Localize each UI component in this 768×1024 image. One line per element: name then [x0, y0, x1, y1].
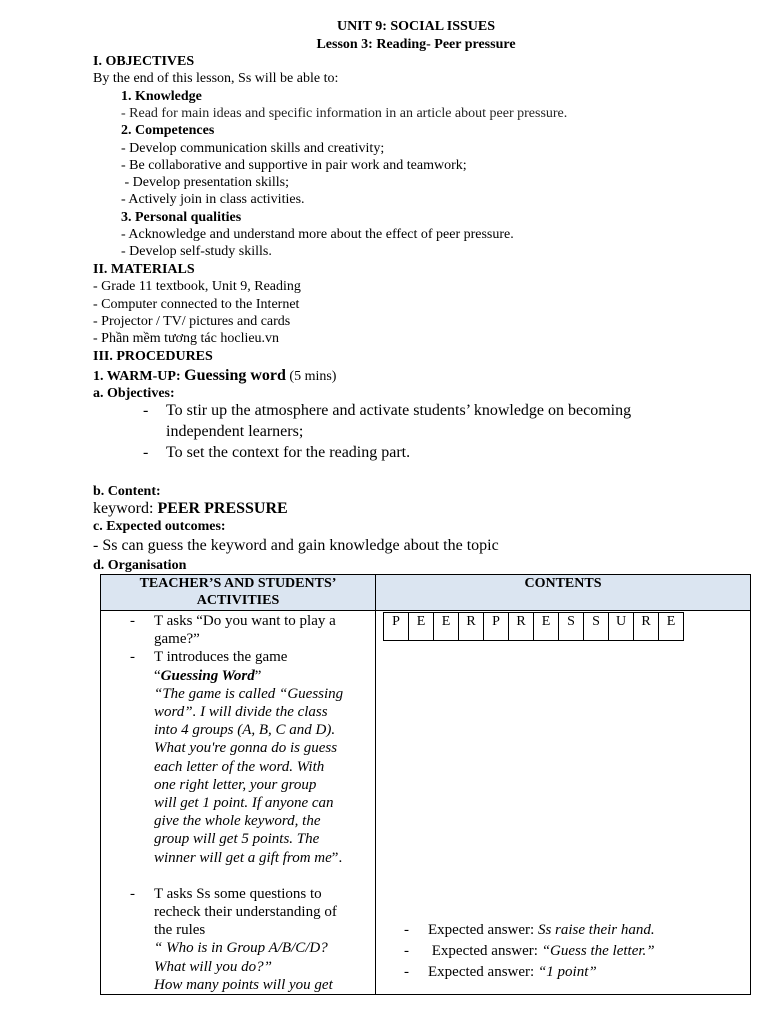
c-outcomes-heading: c. Expected outcomes: [93, 519, 226, 534]
activity-line: T asks Ss some questions to [154, 885, 322, 902]
question-line: “ Who is in Group A/B/C/D? [154, 940, 328, 957]
competences-heading: 2. Competences [121, 123, 215, 138]
objective-line: To stir up the atmosphere and activate students’ knowledge on becoming [166, 402, 632, 419]
question-line: How many points will you get [154, 976, 333, 993]
objective-dash: - [143, 444, 149, 461]
d-organisation-heading: d. Organisation [93, 558, 187, 573]
keyword-label: keyword: [93, 500, 158, 517]
letter-box: P [484, 613, 509, 641]
keyword-line [93, 499, 288, 519]
letter-box: S [559, 613, 584, 641]
letter-box: R [634, 613, 659, 641]
quote-line: group will get 5 points. The [154, 831, 320, 848]
letter-box: E [434, 613, 459, 641]
letter-box: S [584, 613, 609, 641]
letter-box: E [409, 613, 434, 641]
answer-label: Expected answer: [428, 943, 542, 959]
activity-line: T asks “Do you want to play a [154, 613, 336, 629]
outcomes-text: - Ss can guess the keyword and gain knowledge about the topic [93, 537, 499, 554]
activity-line: the rules [154, 922, 206, 939]
activity-item [101, 648, 375, 866]
quote-end: ”. [331, 849, 343, 866]
activity-line: T introduces the game [154, 649, 288, 666]
b-content-heading: b. Content: [93, 484, 161, 499]
material-item: - Computer connected to the Internet [93, 297, 300, 312]
activities-header-line1: TEACHER’S AND STUDENTS’ [139, 576, 337, 591]
quote-close: ” [254, 667, 262, 684]
answer-dash: - [404, 943, 409, 959]
procedures-heading: III. PROCEDURES [93, 349, 213, 364]
quote-line: one right letter, your group [154, 776, 317, 793]
answer-label: Expected answer: [428, 964, 538, 980]
quote-open: “ [154, 667, 161, 684]
quote-line: What you're gonna do is guess [154, 740, 338, 757]
activity-item [101, 612, 375, 648]
competence-item: - Develop presentation skills; [121, 175, 289, 190]
answer-dash: - [404, 922, 409, 938]
unit-title: UNIT 9: SOCIAL ISSUES [336, 19, 496, 34]
letter-box: E [659, 613, 684, 641]
expected-answer [376, 962, 751, 983]
activities-cell [101, 611, 376, 995]
competence-item: - Be collaborative and supportive in pair work and teamwork; [121, 158, 467, 173]
objectives-intro: By the end of this lesson, Ss will be able to: [93, 71, 339, 86]
material-item: - Grade 11 textbook, Unit 9, Reading [93, 279, 301, 294]
material-item: - Phần mềm tương tác hoclieu.vn [93, 331, 280, 346]
activities-header [101, 575, 376, 611]
warmup-time: (5 mins) [285, 369, 337, 384]
qualities-heading: 3. Personal qualities [121, 210, 242, 225]
lesson-title: Lesson 3: Reading- Peer pressure [316, 37, 516, 52]
objectives-heading: I. OBJECTIVES [93, 54, 195, 69]
letter-box: U [609, 613, 634, 641]
knowledge-item: - Read for main ideas and specific information in an article about peer pressure. [121, 106, 568, 121]
letter-box: P [384, 613, 409, 641]
keyword-value: PEER PRESSURE [157, 500, 288, 517]
expected-answer [376, 941, 751, 962]
organisation-table [100, 574, 751, 995]
contents-header [376, 575, 751, 611]
activity-dash: - [130, 649, 135, 666]
activity-item [101, 885, 375, 994]
materials-heading: II. MATERIALS [93, 262, 195, 277]
competence-item: - Develop communication skills and creativity; [121, 141, 385, 156]
letter-box: R [459, 613, 484, 641]
objective-dash: - [143, 402, 149, 419]
quote-line: give the whole keyword, the [154, 813, 321, 830]
quality-item: - Develop self-study skills. [121, 244, 272, 259]
question-line: What will you do?” [154, 958, 272, 975]
activity-line: recheck their understanding of [154, 904, 337, 921]
answer-value: “1 point” [537, 964, 597, 980]
letter-box: R [509, 613, 534, 641]
quote-line: into 4 groups (A, B, C and D). [154, 722, 336, 739]
game-name-line [154, 667, 375, 685]
warmup-title: Guessing word [184, 367, 286, 384]
activity-dash: - [130, 613, 135, 629]
knowledge-heading: 1. Knowledge [121, 89, 202, 104]
game-name: Guessing Word [160, 667, 255, 684]
material-item: - Projector / TV/ pictures and cards [93, 314, 291, 329]
quote-line: each letter of the word. With [154, 758, 325, 775]
quote-line: winner will get a gift from me”. [154, 849, 343, 866]
answer-value: “Guess the letter.” [541, 943, 655, 959]
contents-cell [376, 611, 751, 995]
answer-value: Ss raise their hand. [537, 922, 655, 938]
competence-item: - Actively join in class activities. [121, 192, 305, 207]
answer-dash: - [404, 964, 409, 980]
contents-header-label: CONTENTS [524, 576, 602, 591]
warmup-prefix: 1. WARM-UP: [93, 369, 185, 384]
activity-dash: - [130, 885, 135, 902]
expected-answer [376, 920, 751, 941]
activity-line: game?” [154, 631, 200, 648]
quote-line: word”. I will divide the class [154, 704, 328, 721]
quote-line: “The game is called “Guessing [154, 685, 344, 702]
objective-line: independent learners; [166, 423, 304, 440]
letter-boxes [383, 612, 684, 641]
quality-item: - Acknowledge and understand more about the effect of peer pressure. [121, 227, 514, 242]
a-objectives-heading: a. Objectives: [93, 386, 175, 401]
answer-label: Expected answer: [428, 922, 538, 938]
quote-line: will get 1 point. If anyone can [154, 795, 334, 812]
letter-box: E [534, 613, 559, 641]
activities-header-line2: ACTIVITIES [196, 593, 280, 608]
warmup-heading [93, 366, 336, 386]
objective-line: To set the context for the reading part. [166, 444, 411, 461]
